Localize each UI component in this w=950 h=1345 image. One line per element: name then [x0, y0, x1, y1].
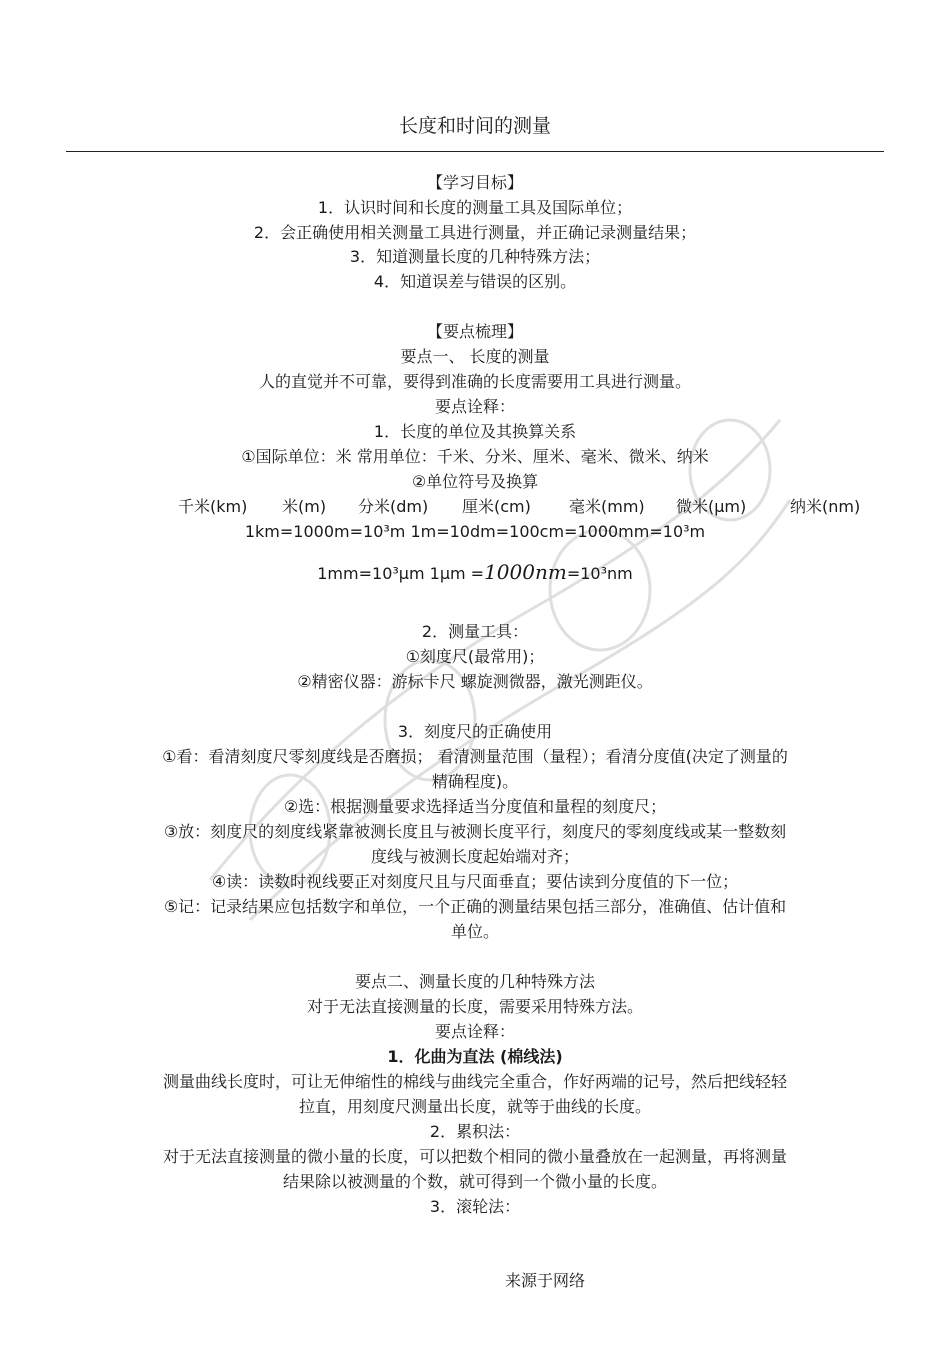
method1-text: 测量曲线长度时，可让无伸缩性的棉线与曲线完全重合，作好两端的记号，然后把线轻轻	[162, 1072, 787, 1091]
objective-item: 3．知道测量长度的几种特殊方法；	[349, 247, 601, 266]
method3-heading: 3．滚轮法：	[429, 1197, 521, 1216]
usage-record-cont: 单位。	[450, 922, 499, 941]
point2-heading: 要点二、测量长度的几种特殊方法	[354, 972, 595, 991]
method1-heading: 1．化曲为直法 (棉线法)	[387, 1047, 563, 1066]
unit-symbols-heading: ②单位符号及换算	[411, 472, 539, 491]
title-divider	[66, 151, 884, 152]
units-heading: 1．长度的单位及其换算关系	[373, 422, 577, 441]
method1-text-cont: 拉直，用刻度尺测量出长度，就等于曲线的长度。	[298, 1097, 651, 1116]
usage-look: ①看：看清刻度尺零刻度线是否磨损； 看清测量范围（量程）；看清分度值(决定了测量的	[162, 747, 788, 766]
usage-look-cont: 精确程度)。	[431, 772, 519, 791]
usage-record: ⑤记：记录结果应包括数字和单位，一个正确的测量结果包括三部分，准确值、估计值和	[163, 897, 787, 916]
usage-place-cont: 度线与被测长度起始端对齐；	[370, 847, 579, 866]
summary-heading: 【要点梳理】	[426, 322, 523, 341]
unit-um: 微米(μm)	[676, 497, 747, 516]
si-unit-line: ①国际单位：米 常用单位：千米、分米、厘米、毫米、微米、纳米	[241, 447, 709, 466]
conversion-line-1: 1km=1000m=10³m 1m=10dm=100cm=1000mm=10³m	[244, 522, 706, 541]
unit-dm: 分米(dm)	[358, 497, 429, 516]
point1-heading: 要点一、 长度的测量	[400, 347, 550, 366]
unit-km: 千米(km)	[178, 497, 248, 516]
objective-item: 2．会正确使用相关测量工具进行测量，并正确记录测量结果；	[253, 223, 697, 242]
tool-precision: ②精密仪器：游标卡尺 螺旋测微器，激光测距仪。	[297, 672, 653, 691]
objectives-heading: 【学习目标】	[426, 173, 523, 192]
objective-item: 4．知道误差与错误的区别。	[373, 272, 577, 291]
page-footer: 来源于网络	[504, 1271, 585, 1290]
usage-read: ④读：读数时视线要正对刻度尺且与尺面垂直；要估读到分度值的下一位；	[211, 872, 739, 891]
unit-cm: 厘米(cm)	[462, 497, 531, 516]
tool-ruler: ①刻度尺(最常用)；	[405, 647, 545, 666]
point1-intro: 人的直觉并不可靠，要得到准确的长度需要用工具进行测量。	[258, 372, 691, 391]
unit-mm: 毫米(mm)	[569, 497, 645, 516]
objective-item: 1．认识时间和长度的测量工具及国际单位；	[317, 198, 633, 217]
method2-text-cont: 结果除以被测量的个数，就可得到一个微小量的长度。	[282, 1172, 667, 1191]
method2-text: 对于无法直接测量的微小量的长度，可以把数个相同的微小量叠放在一起测量，再将测量	[162, 1147, 787, 1166]
point2-intro: 对于无法直接测量的长度，需要采用特殊方法。	[306, 997, 643, 1016]
conversion-part-c: =10³nm	[566, 564, 633, 583]
usage-choose: ②选：根据测量要求选择适当分度值和量程的刻度尺；	[283, 797, 667, 816]
conversion-line-2	[0, 561, 950, 585]
tools-heading: 2．测量工具：	[421, 622, 529, 641]
conversion-part-a: 1mm=10³μm 1μm =	[317, 564, 485, 583]
conversion-formula-image: 1000nm	[484, 560, 567, 584]
unit-m: 米(m)	[282, 497, 327, 516]
method2-heading: 2．累积法：	[429, 1122, 521, 1141]
unit-symbols-row	[0, 496, 950, 518]
ruler-usage-heading: 3．刻度尺的正确使用	[397, 722, 553, 741]
usage-place: ③放：刻度尺的刻度线紧靠被测长度且与被测长度平行，刻度尺的零刻度线或某一整数刻	[163, 822, 787, 841]
point2-explain-label: 要点诠释：	[434, 1022, 515, 1041]
point1-explain-label: 要点诠释：	[434, 397, 515, 416]
unit-nm: 纳米(nm)	[790, 497, 861, 516]
page-title: 长度和时间的测量	[398, 115, 551, 137]
